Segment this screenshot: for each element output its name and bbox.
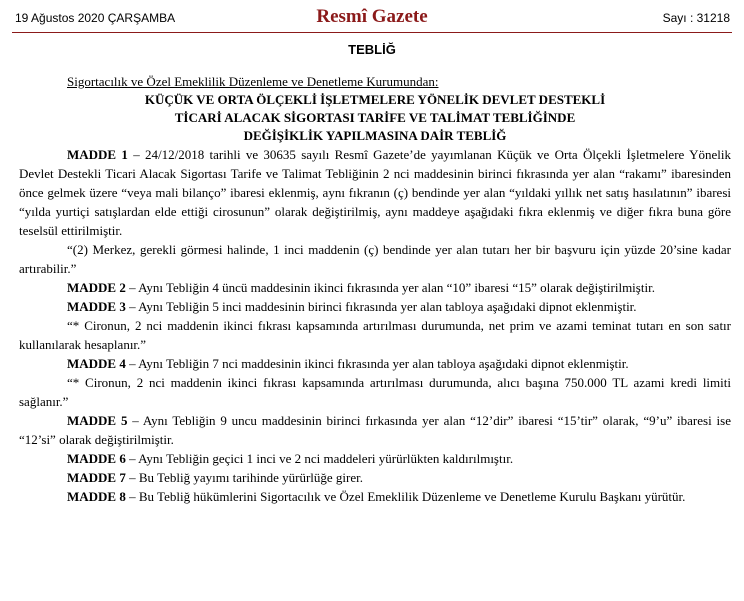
article-text: “* Cironun, 2 nci maddenin ikinci fıkrası kapsamında artırılması durumunda, alıcı başına 750.000 TL azami kredi limiti sağlanır.”: [19, 375, 731, 409]
article-text: – Aynı Tebliğin 4 üncü maddesinin ikinci fıkrasında yer alan “10” ibaresi “15” olarak değiştirilmiştir.: [125, 280, 655, 295]
document-body: [19, 72, 731, 506]
article-label: MADDE 1: [67, 147, 128, 162]
regulation-title: [19, 91, 731, 145]
article-1: [19, 145, 731, 240]
article-label: MADDE 6: [67, 451, 126, 466]
article-text: “* Cironun, 2 nci maddenin ikinci fıkrası kapsamında artırılması durumunda, net prim ve azami teminat tutarı en son satır kullanılarak hesaplanır.”: [19, 318, 731, 352]
article-6: [19, 449, 731, 468]
section-title: TEBLİĞ: [348, 42, 396, 57]
article-3-footnote: [19, 316, 731, 354]
gazette-header: [0, 0, 744, 34]
title-line: DEĞİŞİKLİK YAPILMASINA DAİR TEBLİĞ: [243, 128, 507, 143]
article-text: – Aynı Tebliğin 5 inci maddesinin birinci fıkrasında yer alan tabloya aşağıdaki dipnot eklenmiştir.: [125, 299, 637, 314]
article-text: – Bu Tebliğ hükümlerini Sigortacılık ve Özel Emeklilik Düzenleme ve Denetleme Kurulu Başkanı yürütür.: [125, 489, 686, 504]
issue-date: 19 Ağustos 2020 ÇARŞAMBA: [15, 11, 176, 25]
article-label: MADDE 4: [67, 356, 126, 371]
article-4: [19, 354, 731, 373]
article-8: [19, 487, 731, 506]
article-3: [19, 297, 731, 316]
article-label: MADDE 7: [67, 470, 126, 485]
issue-number: Sayı : 31218: [662, 11, 730, 25]
article-label: MADDE 3: [67, 299, 126, 314]
article-7: [19, 468, 731, 487]
article-text: – Bu Tebliğ yayımı tarihinde yürürlüğe girer.: [125, 470, 363, 485]
article-text: – Aynı Tebliğin 7 nci maddesinin ikinci fıkrasında yer alan tabloya aşağıdaki dipnot eklenmiştir.: [125, 356, 629, 371]
article-text: “(2) Merkez, gerekli görmesi halinde, 1 inci maddenin (ç) bendinde yer alan tutarı her bir başvuru için yüzde 20’sine kadar artırabilir.”: [19, 242, 731, 276]
article-text: – Aynı Tebliğin 9 uncu maddesinin birinci fırkasında yer alan “12’dir” ibaresi “15’tir” olarak, “9’u” ibaresi ise “12’si” olarak değiştirilmiştir.: [19, 413, 731, 447]
title-line: TİCARİ ALACAK SİGORTASI TARİFE VE TALİMAT TEBLİĞİNDE: [174, 110, 576, 125]
article-1-addition: [19, 240, 731, 278]
article-5: [19, 411, 731, 449]
article-text: – Aynı Tebliğin geçici 1 inci ve 2 nci maddeleri yürürlükten kaldırılmıştır.: [125, 451, 514, 466]
article-text: – 24/12/2018 tarihli ve 30635 sayılı Resmî Gazete’de yayımlanan Küçük ve Orta Ölçekli İşletmelere Yönelik Devlet Destekli Ticari Alacak Sigortası Tarife ve Talimat Tebliğinin 2 nci maddesinin birinci fıkrasında yer alan “rakamı” ibaresinden önce gelmek üzere “veya mali bilanço” ibaresi eklenmiş, aynı fıkranın (ç) bendinde yer alan “yıldaki yıllık net satış hasılatının” ibaresi “yılda yurtiçi satışlardan elde ettiği cirosunun” olarak değiştirilmiş, aynı maddeye aşağıdaki fıkra eklenmiş ve diğer fıkra buna göre teselsül ettirilmiştir.: [19, 147, 731, 238]
header-divider: [12, 32, 732, 33]
article-label: MADDE 8: [67, 489, 126, 504]
article-2: [19, 278, 731, 297]
title-line: KÜÇÜK VE ORTA ÖLÇEKLİ İŞLETMELERE YÖNELİK DEVLET DESTEKLİ: [144, 92, 606, 107]
issuing-authority: Sigortacılık ve Özel Emeklilik Düzenleme ve Denetleme Kurumundan:: [67, 74, 439, 89]
article-label: MADDE 2: [67, 280, 126, 295]
article-label: MADDE 5: [67, 413, 128, 428]
gazette-title: Resmî Gazete: [316, 6, 428, 27]
article-4-footnote: [19, 373, 731, 411]
